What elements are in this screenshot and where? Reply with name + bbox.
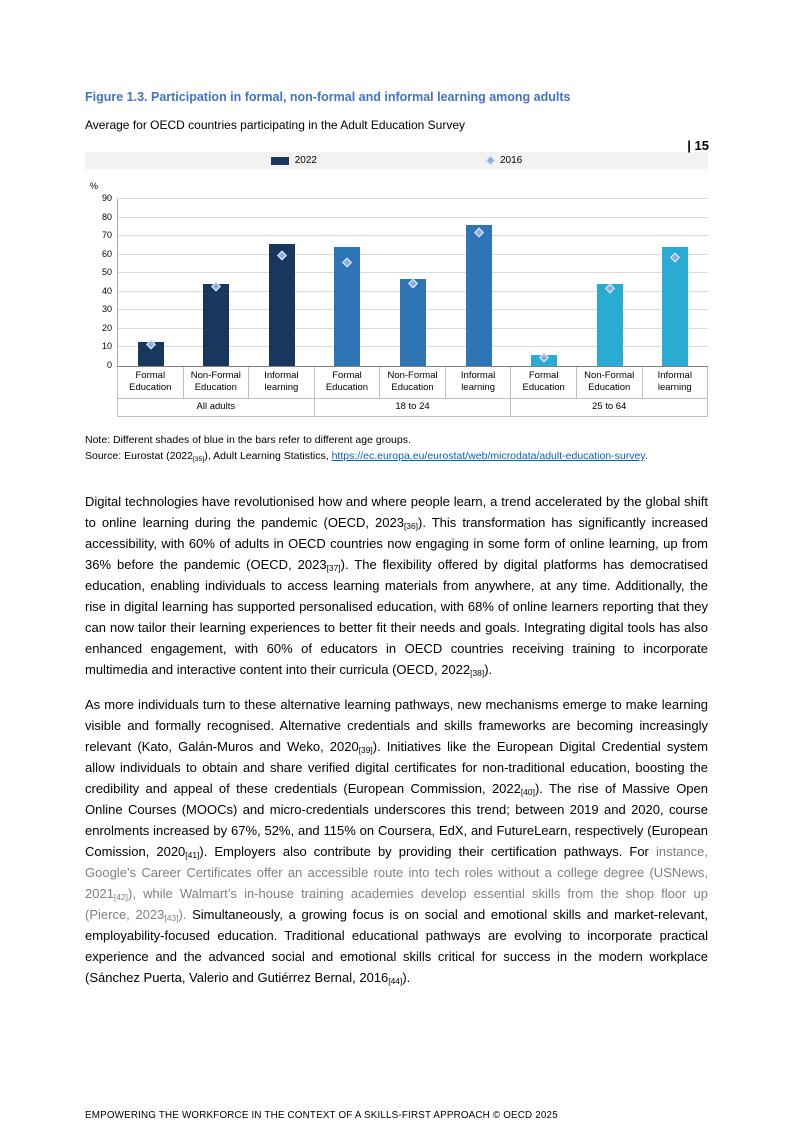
page-number: | 15 (687, 138, 709, 153)
x-axis-group-label: All adults (117, 399, 314, 416)
chart-plot-area (90, 181, 708, 370)
bar-slot (118, 199, 184, 366)
x-axis-category-label: Informal learning (248, 367, 314, 398)
x-axis-group-labels (117, 399, 708, 417)
paragraph-2 (85, 694, 708, 988)
gridline (118, 235, 708, 236)
gridline (118, 217, 708, 218)
x-axis-group-label: 18 to 24 (314, 399, 511, 416)
gridline (118, 198, 708, 199)
x-axis-category-label: Formal Education (314, 367, 380, 398)
bar-slot (184, 199, 250, 366)
x-axis-category-label: Informal learning (445, 367, 511, 398)
paragraph-2-segment: Simultaneously, a growing focus is on social and emotional skills and market-relevant, employability-focused education. Traditional educational pathways are evolving to incorporate practical experience and the advanced social and emotional skills critical for success in the modern workplace (Sánchez Puerta, Valerio and Gutiérrez Bernal, $2016_{[44]}$). (85, 907, 709, 987)
figure-subtitle: Average for OECD countries participating in the Adult Education Survey (85, 118, 465, 132)
legend-item-2016 (487, 155, 522, 166)
page-footer: EMPOWERING THE WORKFORCE IN THE CONTEXT OF A SKILLS-FIRST APPROACH © OECD 2025 (85, 1110, 558, 1121)
bar-slot (511, 199, 577, 366)
figure-note: Note: Different shades of blue in the bars refer to different age groups. (85, 433, 411, 446)
legend-item-2022 (271, 155, 317, 166)
legend-label-2016: 2016 (500, 155, 523, 166)
y-axis-unit-label: % (90, 181, 99, 191)
bar-slot (643, 199, 709, 366)
x-axis-group-label: 25 to 64 (510, 399, 708, 416)
bar-slot (249, 199, 315, 366)
bar-slot (380, 199, 446, 366)
figure-source (85, 449, 708, 463)
x-axis-category-label: Informal learning (642, 367, 709, 398)
bar-2022 (662, 247, 688, 366)
bar-2022 (269, 244, 295, 366)
x-axis-category-label: Non-Formal Education (576, 367, 642, 398)
gridline (118, 254, 708, 255)
x-axis-category-label: Formal Education (117, 367, 183, 398)
x-axis-category-label: Formal Education (510, 367, 576, 398)
paragraph-2-segment: As more individuals turn to these alternative learning pathways, new mechanisms emerge to make learning visible and formally recognised. Alternative credentials and skills frameworks are becoming increasingly relevant (Kato, Galán-Muros and Weko, $2020_{[39]}$). Initiatives like the European Digital Credential system allow individuals to obtain and share verified digital certificates for non-traditional education, boosting the credibility and appeal of these credentials (European Commission, $2022_{[40]}$). The rise of Massive Open Online Courses (MOOCs) and micro-credentials underscores this trend; between 2019 and 2020, course enrolments increased by 67%, 52%, and 115% on Coursera, EdX, and FutureLearn, respectively (European Comission, $2020_{[41]}$). Employers also contribute by providing their certification pathways. For (85, 697, 708, 861)
x-axis-category-labels (117, 367, 708, 399)
y-axis-tick-label: 30 (101, 304, 112, 315)
y-axis-tick-label: 60 (101, 248, 112, 259)
bar-2022 (597, 284, 623, 366)
y-axis-tick-label: 40 (101, 285, 112, 296)
x-axis-category-label: Non-Formal Education (379, 367, 445, 398)
y-axis-tick-label: 10 (101, 341, 112, 352)
y-axis-tick-label: 90 (101, 193, 112, 203)
bar-2022 (400, 279, 426, 366)
figure-title: Figure 1.3. Participation in formal, non-formal and informal learning among adults (85, 90, 571, 104)
bar-swatch-icon (271, 157, 289, 165)
legend-label-2022: 2022 (294, 155, 317, 166)
bar-2022 (466, 225, 492, 366)
gridline (118, 272, 708, 273)
chart-bars (118, 199, 708, 366)
page-content (0, 90, 793, 988)
source-prefix: Source: Eurostat $(2022_{[35]})$, Adult Learning Statistics, (85, 449, 332, 463)
y-axis-tick-label: 20 (101, 322, 112, 333)
chart-legend (85, 152, 708, 169)
source-link[interactable]: https://ec.europa.eu/eurostat/web/microdata/adult-education-survey (331, 449, 645, 462)
bar-2022 (203, 284, 229, 366)
diamond-swatch-icon (486, 156, 496, 166)
x-axis-category-label: Non-Formal Education (183, 367, 249, 398)
source-suffix: . (644, 449, 648, 462)
y-axis-tick-label: 70 (101, 230, 112, 241)
bar-slot (315, 199, 381, 366)
y-axis-tick-label: 80 (101, 211, 112, 222)
paragraph-2-gray-segment: instance, Google’s Career Certificates offer an accessible route into tech roles without a college degree (USNews, $2021_{[42]}$), while Walmart’s in-house training academies develop essential skills from the shop floor up (Pierce, $2023_{[43]}$). (85, 844, 708, 924)
bar-slot (577, 199, 643, 366)
y-axis-tick-label: 0 (106, 360, 112, 370)
y-axis-tick-label: 50 (101, 267, 112, 278)
bar-slot (446, 199, 512, 366)
paragraph-1: Digital technologies have revolutionised how and where people learn, a trend accelerated by the global shift to online learning during the pandemic (OECD, $2023_{[36]}$). This transformation has significantly increased accessibility, with 60% of adults in OECD countries now engaging in some form of online learning, up from 36% before the pandemic (OECD, $2023_{[37]}$). The flexibility offered by digital platforms has democratised education, enabling individuals to access learning materials from anywhere, at any time. Additionally, the rise in digital learning has supported personalised education, with 68% of online learners reporting that they can now tailor their learning experiences to better fit their needs and goals. Integrating digital tools has also enhanced engagement, with 60% of educators in OECD countries receiving training to incorporate multimedia and interactive content into their curricula (OECD, $2022_{[38]}$). (85, 494, 708, 679)
figure-chart (85, 152, 708, 417)
